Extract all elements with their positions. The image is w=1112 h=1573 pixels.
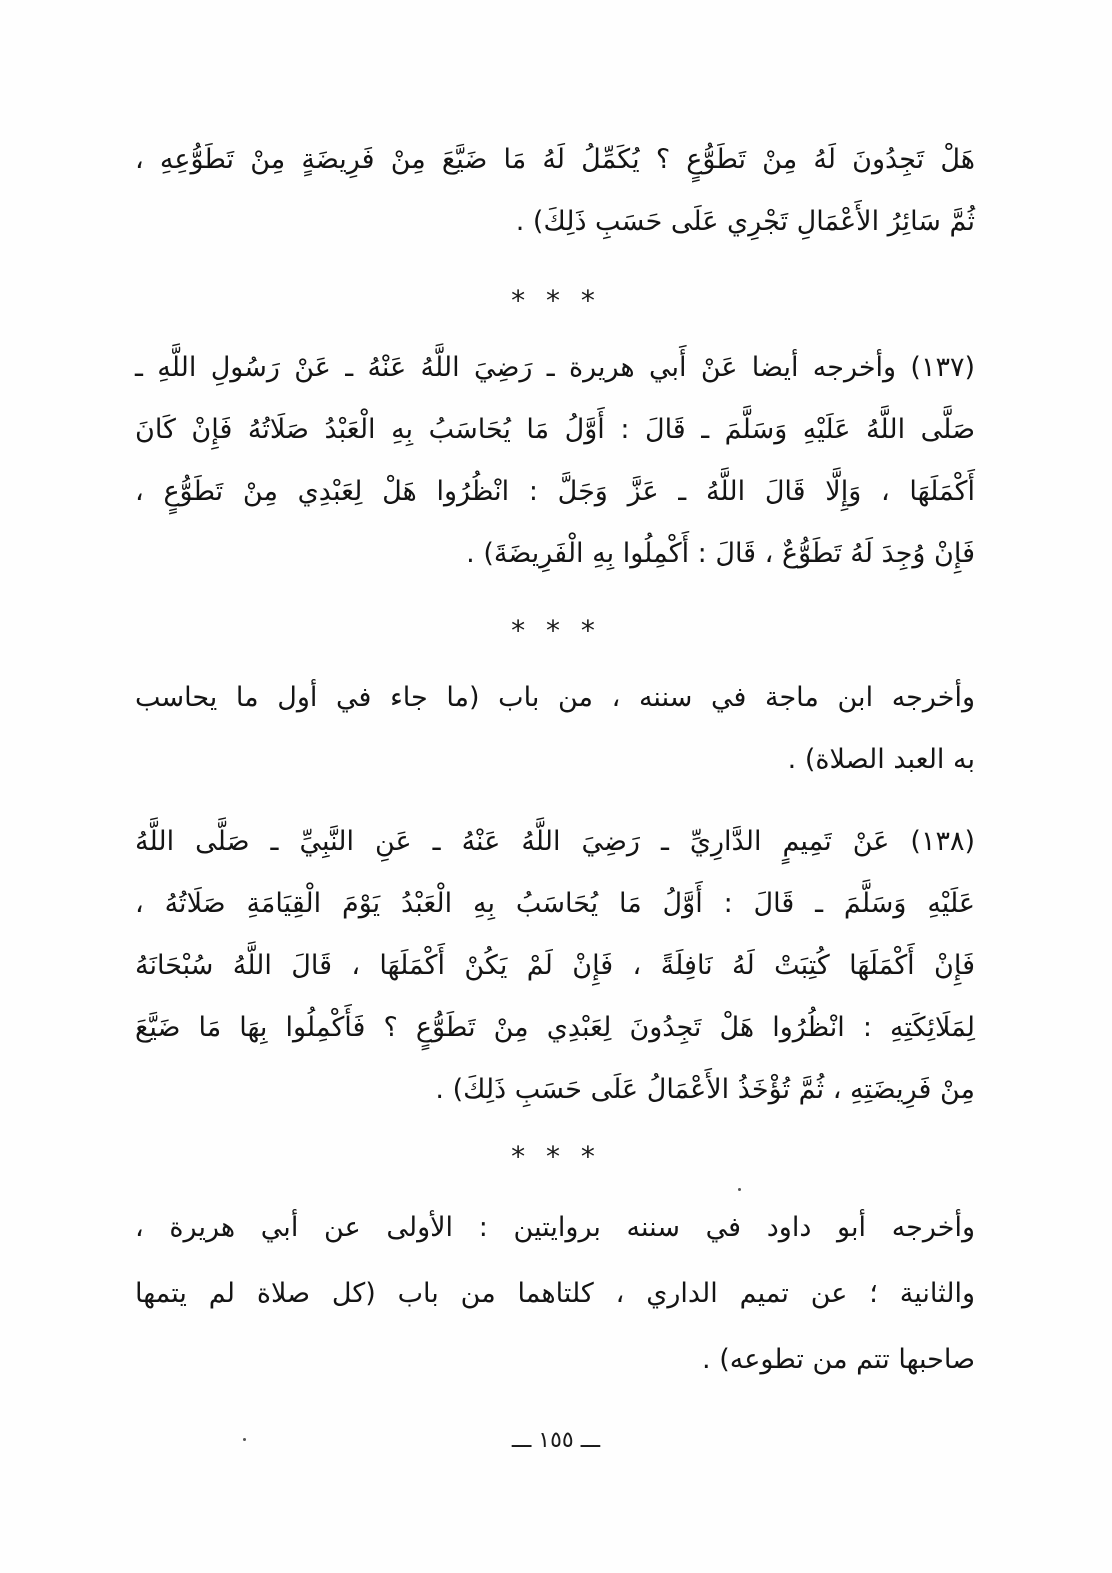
text-line: هَلْ تَجِدُونَ لَهُ مِنْ تَطَوُّعٍ ؟ يُكَمِّلُ لَهُ مَا ضَيَّعَ مِنْ فَرِيضَةٍ مِنْ تَطَوُّعِهِ ، <box>135 144 975 175</box>
scan-speck <box>738 1188 741 1191</box>
text-line: والثانية ؛ عن تميم الداري ، كلتاهما من باب (كل صلاة لم يتمها <box>135 1278 975 1309</box>
text-line: لِمَلَائِكَتِهِ : انْظُرُوا هَلْ تَجِدُونَ لِعَبْدِي مِنْ تَطَوُّعٍ ؟ فَأَكْمِلُوا بِهَا مَا ضَيَّعَ <box>135 1012 975 1043</box>
section-separator: * * * <box>511 284 601 317</box>
text-line: ثُمَّ سَائِرُ الأَعْمَالِ تَجْرِي عَلَى حَسَبِ ذَلِكَ) . <box>515 206 975 237</box>
section-separator: * * * <box>511 614 601 647</box>
text-line: مِنْ فَرِيضَتِهِ ، ثُمَّ تُؤْخَذُ الأَعْمَالُ عَلَى حَسَبِ ذَلِكَ) . <box>435 1074 975 1105</box>
text-line: عَلَيْهِ وَسَلَّمَ ـ قَالَ : أَوَّلُ مَا يُحَاسَبُ بِهِ الْعَبْدُ يَوْمَ الْقِيَامَةِ صَلَاتُهُ ، <box>135 888 975 919</box>
text-line: (١٣٧) وأخرجه أيضا عَنْ أَبي هريرة ـ رَضِيَ اللَّهُ عَنْهُ ـ عَنْ رَسُولِ اللَّهِ ـ <box>135 352 975 383</box>
text-line: وأخرجه ابن ماجة في سننه ، من باب (ما جاء في أول ما يحاسب <box>135 682 975 713</box>
text-line: (١٣٨) عَنْ تَمِيمٍ الدَّارِيِّ ـ رَضِيَ اللَّهُ عَنْهُ ـ عَنِ النَّبِيِّ ـ صَلَّى اللَّهُ <box>135 826 975 857</box>
text-line: فَإِنْ وُجِدَ لَهُ تَطَوُّعٌ ، قَالَ : أَكْمِلُوا بِهِ الْفَرِيضَةَ) . <box>466 538 975 569</box>
text-line: فَإِنْ أَكْمَلَهَا كُتِبَتْ لَهُ نَافِلَةً ، فَإِنْ لَمْ يَكُنْ أَكْمَلَهَا ، قَالَ اللَّهُ سُبْحَانَهُ <box>135 950 975 981</box>
scan-speck <box>243 1438 246 1441</box>
text-line: أَكْمَلَهَا ، وَإِلَّا قَالَ اللَّهُ ـ عَزَّ وَجَلَّ : انْظُرُوا هَلْ لِعَبْدِي مِنْ تَطَوُّعٍ ، <box>135 476 975 507</box>
section-separator: * * * <box>511 1140 601 1173</box>
text-line: به العبد الصلاة) . <box>787 744 975 775</box>
text-line: صَلَّى اللَّهُ عَلَيْهِ وَسَلَّمَ ـ قَالَ : أَوَّلُ مَا يُحَاسَبُ بِهِ الْعَبْدُ صَلَاتُهُ فَإِنْ كَانَ <box>135 414 975 445</box>
page-number: ـــ ١٥٥ ـــ <box>511 1428 601 1453</box>
text-line: وأخرجه أبو داود في سننه بروايتين : الأولى عن أبي هريرة ، <box>135 1212 975 1243</box>
text-line: صاحبها تتم من تطوعه) . <box>702 1344 975 1375</box>
